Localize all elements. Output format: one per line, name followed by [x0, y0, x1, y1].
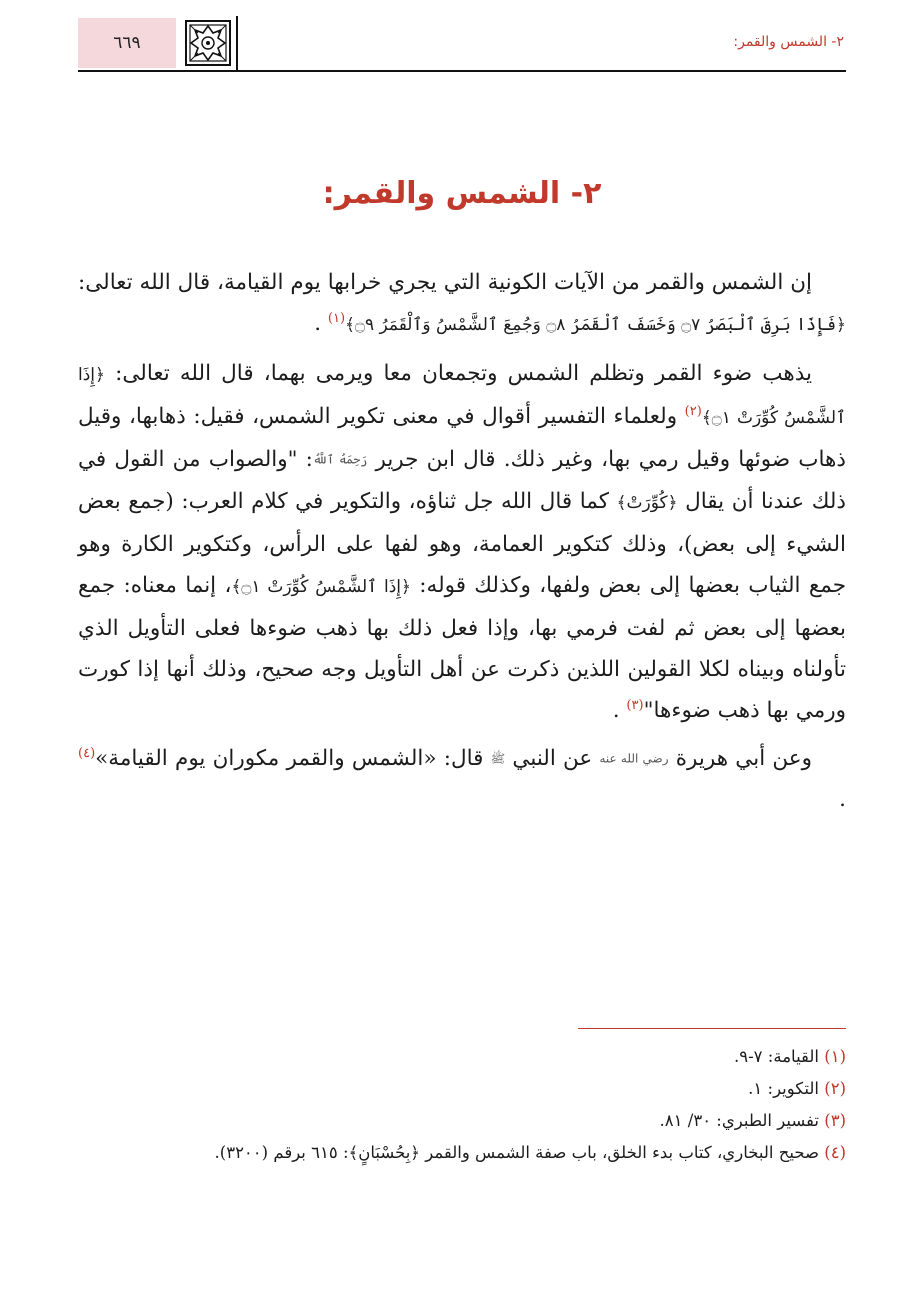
page-number: ٦٦٩	[78, 18, 176, 68]
footnote	[78, 1138, 846, 1168]
honorific: ﷺ	[490, 751, 506, 765]
quran-verse: ﴿إِذَا ٱلشَّمْسُ كُوِّرَتْ ۝١﴾	[78, 365, 846, 428]
footnote-text: القيامة: ٧-٩.	[733, 1047, 819, 1066]
page-header	[78, 16, 846, 72]
text-segment: إن الشمس والقمر من الآيات الكونية التي يجري خرابها يوم القيامة، قال الله تعالى:	[78, 270, 812, 295]
paragraph-2	[78, 353, 846, 731]
footnote-text: التكوير: ١.	[748, 1079, 819, 1098]
honorific: رَحِمَهُ ٱللَّهُ	[312, 452, 368, 467]
footnote-ref[interactable]: (٣)	[626, 697, 644, 713]
footnote	[78, 1074, 846, 1104]
geometric-ornament-icon	[180, 16, 238, 70]
footnote-number: (٢)	[824, 1079, 846, 1098]
footnote-ref[interactable]: (١)	[327, 310, 346, 326]
text-segment: .	[839, 787, 846, 812]
footnote-number: (١)	[824, 1047, 846, 1066]
footnote-ref[interactable]: (٢)	[684, 403, 702, 419]
footnotes	[78, 1042, 846, 1170]
text-segment: كما قال الله جل ثناؤه، والتكوير في كلام العرب: (جمع بعض الشيء إلى بعض)، وذلك كتكوير العمامة، وهو لفها على الرأس، وكتكوير الكارة وهو جمع الثياب بعضها إلى بعض ولفها، وكذلك قوله:	[78, 488, 846, 598]
text-segment: ولعلماء التفسير أقوال في معنى تكوير الشمس، فقيل: ذهابها، وقيل ذهاب ضوئها وقيل رمي بها، وغير ذلك. قال ابن جرير	[78, 404, 846, 472]
text-segment: .	[612, 697, 620, 723]
footnote-text: صحيح البخاري، كتاب بدء الخلق، باب صفة الشمس والقمر ﴿بِحُسْبَانٍ﴾: ٦١٥ برقم (٣٢٠٠).	[214, 1143, 819, 1162]
text-segment: .	[314, 311, 322, 336]
text-segment: عن النبي	[512, 745, 593, 771]
text-segment: وعن أبي هريرة	[675, 745, 812, 771]
text-segment: ، إنما معناه: جمع بعضها إلى بعض ثم لفت فرمي بها، وإذا فعل ذلك بها ذهب ضوءها فعلى التأويل الذي تأولناه وبيناه لكلا القولين اللذين ذكرت عن أهل التأويل وجه صحيح، وذلك أنها إذا كورت ورمي بها ذهب ضوءها"	[78, 572, 846, 723]
text-segment: يذهب ضوء القمر وتظلم الشمس وتجمعان معا ويرمى بهما، قال الله تعالى:	[115, 361, 812, 386]
footnote-ref[interactable]: (٤)	[78, 745, 96, 761]
main-text	[78, 262, 846, 827]
quran-verse: ﴿إِذَا ٱلشَّمْسُ كُوِّرَتْ ۝١﴾	[231, 576, 411, 597]
footnote	[78, 1106, 846, 1136]
paragraph-3	[78, 738, 846, 821]
header-rule	[78, 70, 846, 72]
footnote-number: (٣)	[824, 1111, 846, 1130]
chapter-title: ٢- الشمس والقمر:	[322, 176, 602, 211]
quran-verse: ﴿فَإِذَا بَرِقَ ٱلْبَصَرُ ۝٧ وَخَسَفَ ٱلْقَمَرُ ۝٨ وَجُمِعَ ٱلشَّمْسُ وَٱلْقَمَرُ ۝٩﴾	[345, 315, 846, 335]
paragraph-1	[78, 262, 846, 346]
footnote-text: تفسير الطبري: ٣٠/ ٨١.	[659, 1111, 819, 1130]
quran-word: ﴿كُوِّرَتْ﴾	[616, 492, 678, 513]
honorific: رضي الله عنه	[599, 751, 669, 765]
text-segment: قال: «الشمس والقمر مكوران يوم القيامة»	[95, 745, 484, 771]
footnote-divider	[578, 1028, 846, 1029]
running-title: ٢- الشمس والقمر:	[733, 34, 844, 50]
footnote	[78, 1042, 846, 1072]
footnote-number: (٤)	[824, 1143, 846, 1162]
text-segment: : "والصواب من القول في ذلك عندنا أن يقال	[78, 447, 846, 514]
